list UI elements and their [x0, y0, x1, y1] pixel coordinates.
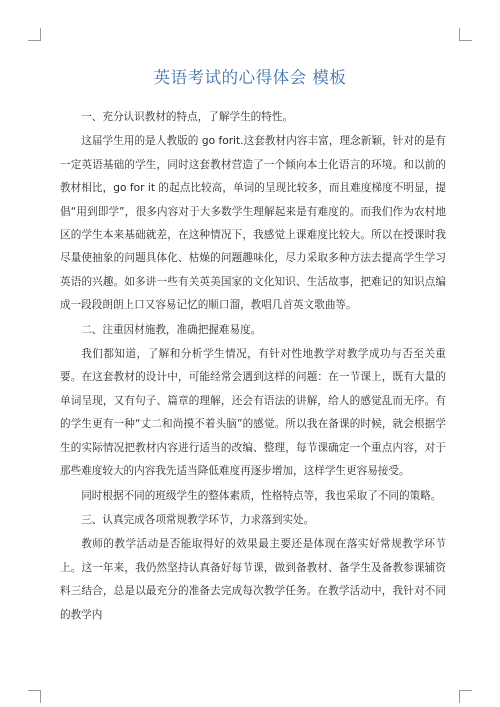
body-paragraph-1: 这届学生用的是人教版的 go forit.这套教材内容丰富，理念新颖，针对的是有一定英语基础的学生，同时这套教材营造了一个倾向本土化语言的环境。和以前的教材相比，go for it 的起点比较高，单词的呈现比较多，而且难度梯度不明显，提倡“用到即学”，很多内容对于大多数学生理解起来是有难度的。而我们作为农村地区的学生本来基础就差，在这种情况下，我感觉上课难度比较大。所以在授课时我尽量使抽象的问题具体化、枯燥的问题趣味化，尽力采取多种方法去提高学生学习英语的兴趣。如多讲一些有关英美国家的文化知识、生活故事，把难记的知识点编成一段段朗朗上口又容易记忆的顺口溜，教唱几首英文歌曲等。 [60, 135, 446, 312]
body-paragraph-4: 教师的教学活动是否能取得好的效果最主要还是体现在落实好常规教学环节上。这一年来，我仍然坚持认真备好每节课，做到备教材、备学生及备教参课辅资料三结合，总是以最充分的准备去完成每次教学任务。在教学活动中，我针对不同的教学内 [60, 538, 446, 621]
page-corner-mark-top-right [459, 28, 472, 41]
body-paragraph-2: 我们都知道，了解和分析学生情况，有针对性地教学对教学成功与否至关重要。在这套教材的设计中，可能经常会遇到这样的问题：在一节课上，既有大量的单词呈现，又有句子、篇章的理解，还会有语法的讲解，给人的感觉乱而无序。有的学生更有一种“丈二和尚摸不着头脑”的感觉。所以我在备课的时候，就会根据学生的实际情况把教材内容进行适当的改编、整理，每节课确定一个重点内容，对于那些难度较大的内容我先适当降低难度再逐步增加，这样学生更容易接受。 [60, 348, 446, 478]
document-title: 英语考试的心得体会 模板 [153, 68, 347, 87]
page-corner-mark-bottom-right [459, 690, 472, 703]
body-paragraph-3: 同时根据不同的班级学生的整体素质，性格特点等，我也采取了不同的策略。 [81, 489, 442, 502]
document-body [60, 106, 446, 627]
section-heading-1: 一、充分认识教材的特点，了解学生的特性。 [81, 111, 294, 123]
page-corner-mark-top-left [28, 28, 41, 41]
section-heading-2: 二、注重因材施教，准确把握难易度。 [81, 323, 262, 336]
page-corner-mark-bottom-left [28, 690, 41, 703]
section-heading-3: 三、认真完成各项常规教学环节，力求落到实处。 [81, 513, 315, 526]
